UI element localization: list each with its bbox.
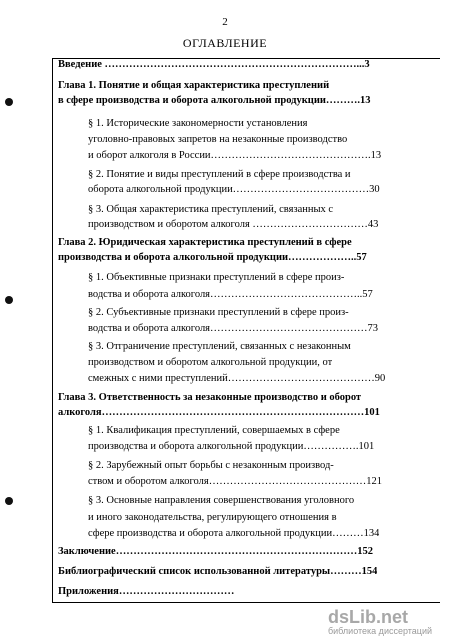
- toc-section-line: производством и оборотом алкоголя ……………………………43: [88, 219, 379, 230]
- binder-hole-1: [5, 98, 13, 106]
- toc-section-line: § 3. Отграничение преступлений, связанных с незаконным: [88, 341, 351, 352]
- toc-section-line: § 2. Субъективные признаки преступлений в сфере произ-: [88, 307, 349, 318]
- binder-hole-3: [5, 497, 13, 505]
- page-number: 2: [222, 16, 228, 28]
- toc-section-line: ством и оборотом алкоголя………………………………………121: [88, 476, 382, 487]
- toc-heading-line: производства и оборота алкогольной продукции………………..57: [58, 252, 367, 263]
- toc-heading-line: Приложения……………………………: [58, 586, 235, 597]
- toc-heading-line: алкоголя…………………………………………………………………101: [58, 407, 380, 418]
- watermark-logo: [328, 608, 432, 636]
- toc-heading-line: Глава 2. Юридическая характеристика преступлений в сфере: [58, 237, 352, 248]
- toc-section-line: § 2. Зарубежный опыт борьбы с незаконным производ-: [88, 460, 334, 471]
- binder-hole-2: [5, 296, 13, 304]
- toc-section-line: § 1. Исторические закономерности установления: [88, 118, 308, 129]
- toc-section-line: § 3. Общая характеристика преступлений, связанных с: [88, 204, 334, 215]
- toc-section-line: и оборот алкоголя в России……………………………………….13: [88, 150, 382, 161]
- toc-section-line: § 1. Объективные признаки преступлений в сфере произ-: [88, 272, 345, 283]
- toc-heading-line: Глава 3. Ответственность за незаконные производство и оборот: [58, 392, 362, 403]
- toc-heading-line: Введение ………………………………………………………………...3: [58, 59, 370, 70]
- toc-heading-line: Глава 1. Понятие и общая характеристика преступлений: [58, 80, 330, 91]
- toc-section-line: водства и оборота алкоголя……………………………………..57: [88, 289, 373, 300]
- watermark-sub: библиотека диссертаций: [328, 626, 433, 636]
- toc-section-line: и иного законодательства, регулирующего отношения в: [88, 512, 337, 523]
- toc-section-line: уголовно-правовых запретов на незаконные производство: [88, 134, 348, 145]
- table-left-border: [52, 58, 53, 603]
- toc-section-line: оборота алкогольной продукции…………………………………30: [88, 184, 380, 195]
- toc-section-line: водства и оборота алкоголя………………………………………73: [88, 323, 379, 334]
- table-bottom-border: [52, 602, 440, 603]
- toc-section-line: производством и оборотом алкогольной продукции, от: [88, 357, 333, 368]
- toc-heading-line: Заключение……………………………………………………………152: [58, 546, 373, 557]
- watermark-main: dsLib.net: [328, 607, 408, 627]
- toc-section-line: § 2. Понятие и виды преступлений в сфере производства и: [88, 169, 351, 180]
- toc-section-line: смежных с ними преступлений……………………………………90: [88, 373, 386, 384]
- toc-heading-line: в сфере производства и оборота алкогольной продукции……….13: [58, 95, 371, 106]
- toc-section-line: § 3. Основные направления совершенствования уголовного: [88, 495, 355, 506]
- toc-section-line: § 1. Квалификация преступлений, совершаемых в сфере: [88, 425, 340, 436]
- toc-heading-line: Библиографический список использованной литературы………154: [58, 566, 378, 577]
- toc-section-line: сфере производства и оборота алкогольной продукции………134: [88, 528, 380, 539]
- toc-section-line: производства и оборота алкогольной продукции…………….101: [88, 441, 375, 452]
- toc-title: ОГЛАВЛЕНИЕ: [182, 36, 268, 50]
